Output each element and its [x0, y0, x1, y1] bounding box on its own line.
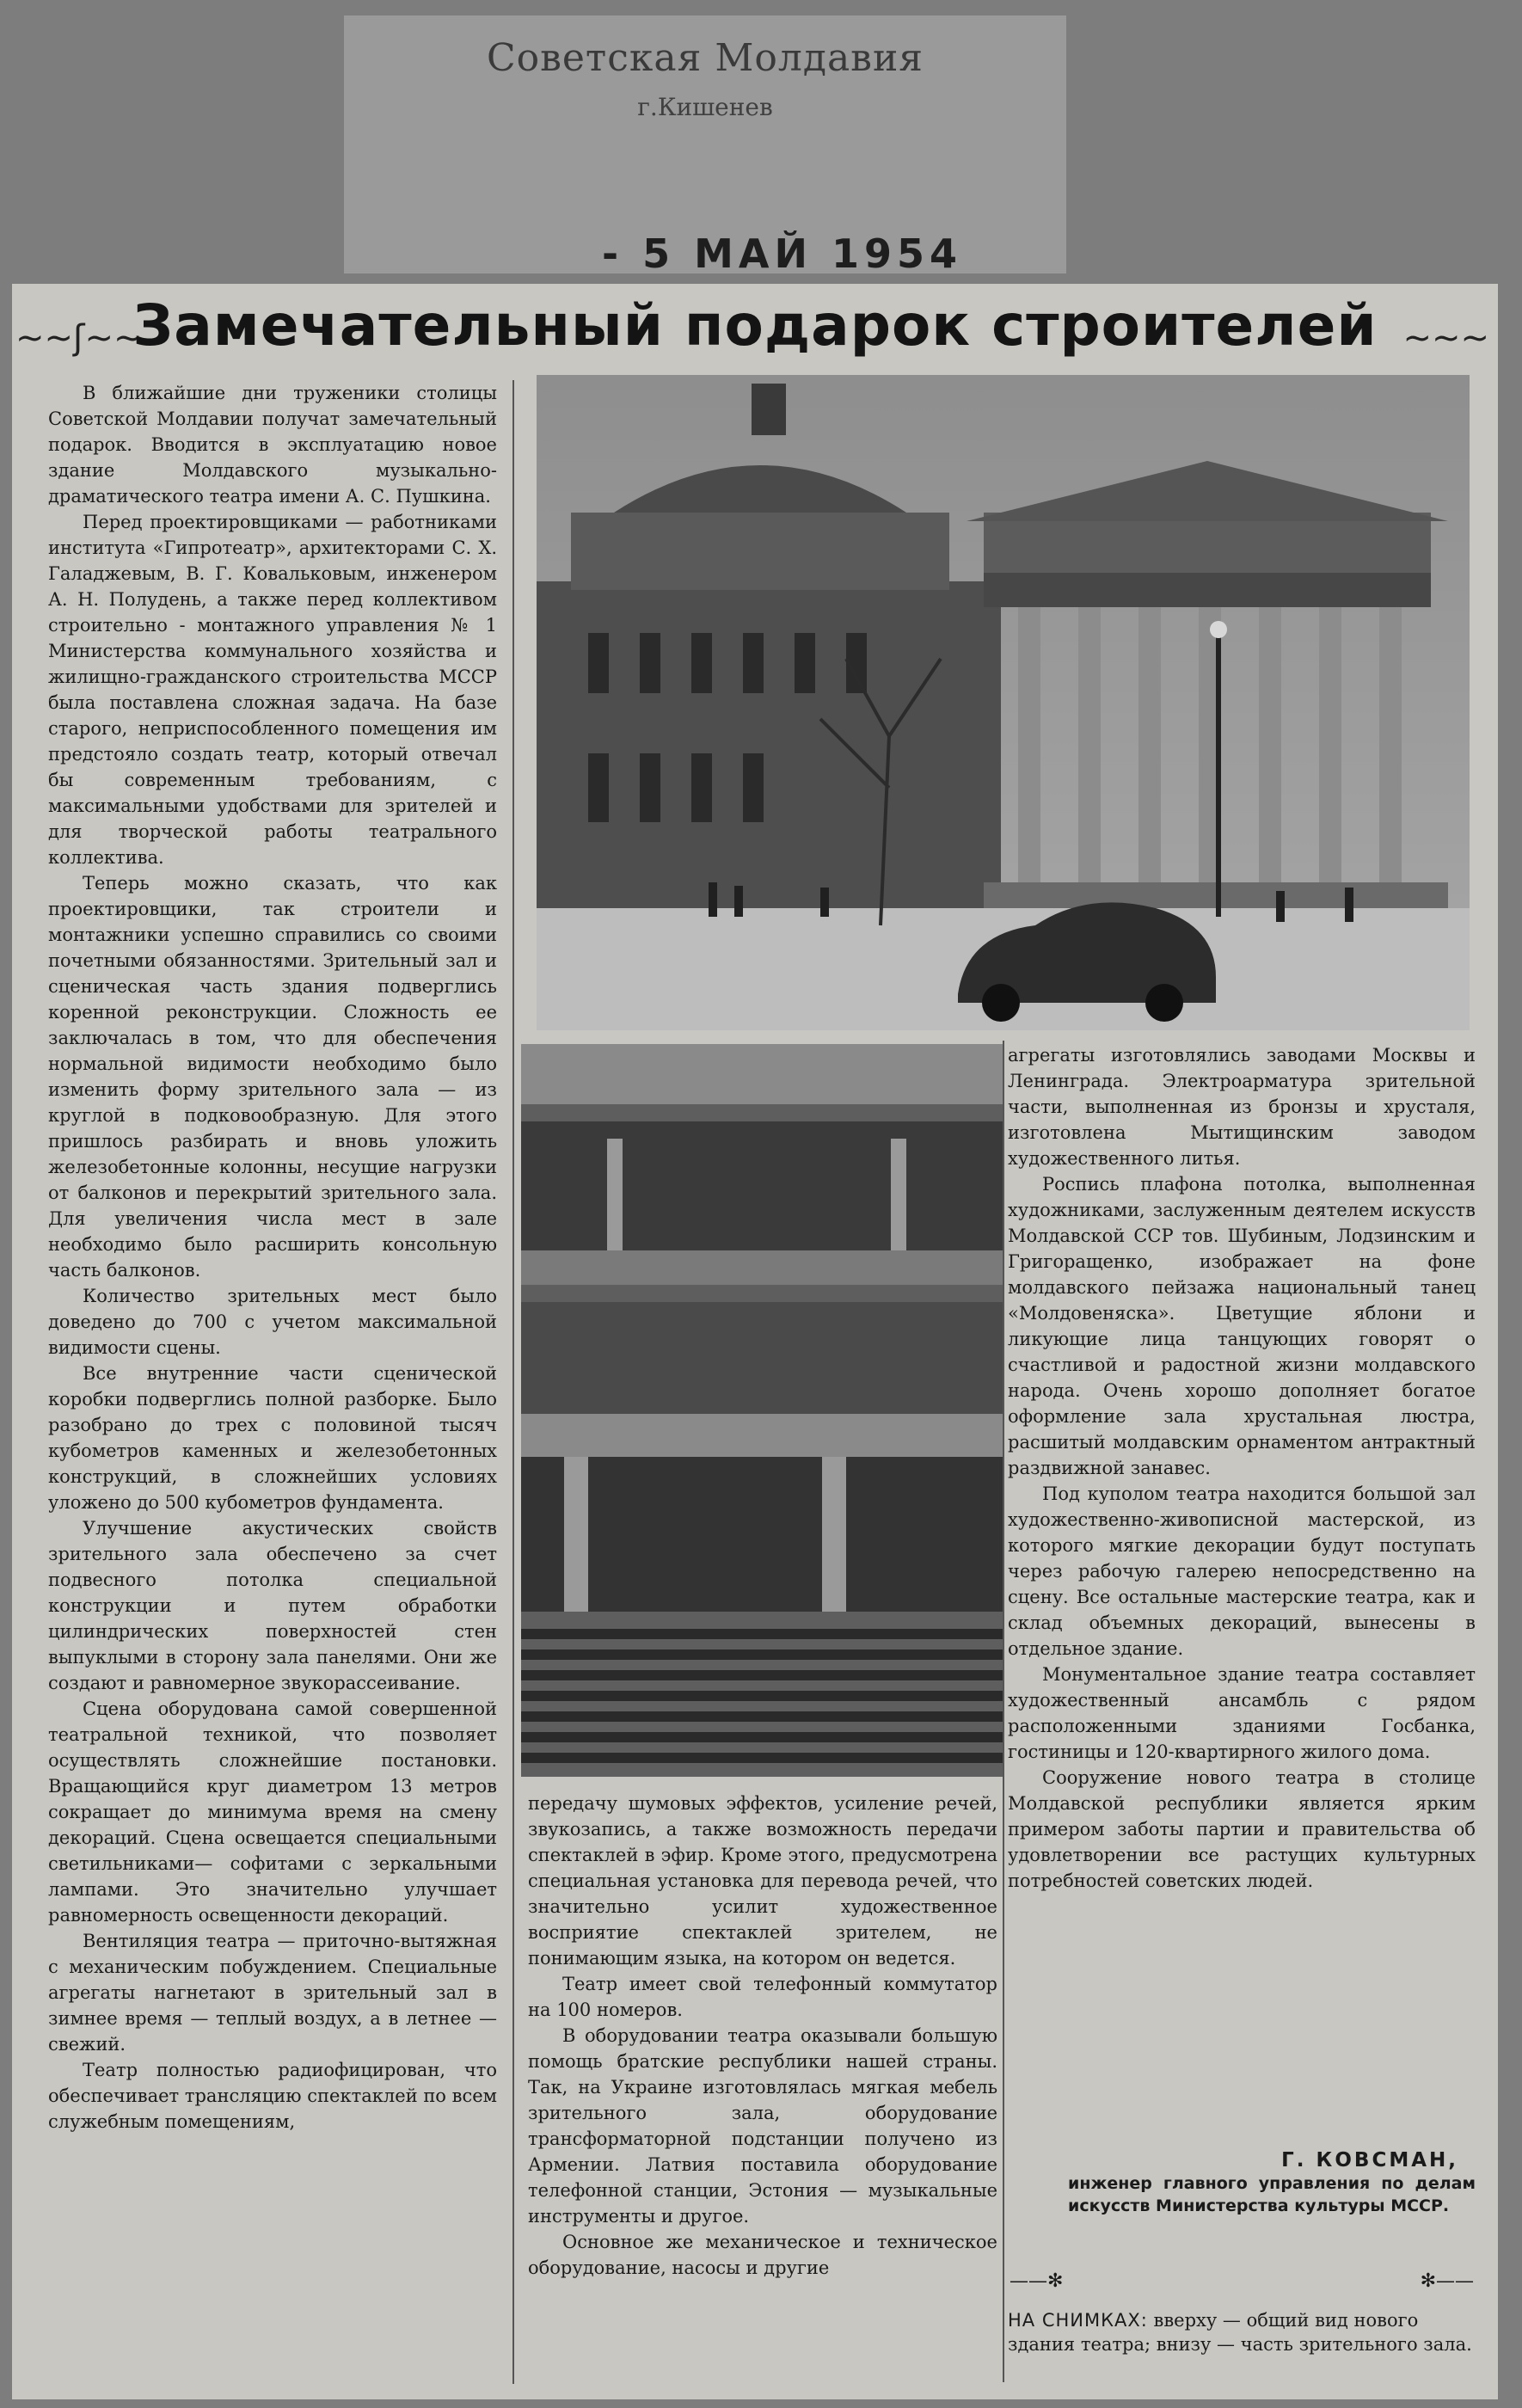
article-headline: Замечательный подарок строителей: [132, 292, 1378, 359]
newspaper-clipping: [12, 284, 1498, 2399]
paragraph: Улучшение акустических свойств зрительного зала обеспечено за счет подвесного потолка специальной конструкции и путем обработки цилиндрических поверхностей стен выпуклыми в сторону зала панелями. Они же создают и равномерное звукорассеивание.: [48, 1518, 497, 1693]
paragraph: Сцена оборудована самой совершенной театральной техникой, что позволяет осуществлять сложнейшие постановки. Вращающийся круг диаметром 13 метров сокращает до минимума время на смену декораций. Сцена освещается специальными светильниками— софитами с зеркальными лампами. Это значительно улучшает равномерность освещенности декораций.: [48, 1698, 497, 1926]
theatre-exterior-illustration: [537, 375, 1470, 1030]
caption-text: вверху — общий вид нового здания театра; внизу — часть зрительного зала.: [1008, 2310, 1472, 2355]
text-column-3: [1008, 1042, 1476, 1894]
auditorium-illustration: [521, 1044, 1003, 1777]
theatre-exterior-photo: [537, 375, 1470, 1030]
photo-caption: [1008, 2308, 1476, 2356]
paragraph: Театр имеет свой телефонный коммутатор на 100 номеров.: [528, 1974, 997, 2020]
author-title: инженер главного управления по делам искусств Министерства культуры МССР.: [1068, 2174, 1476, 2215]
paragraph: Роспись плафона потолка, выполненная художниками, заслуженным деятелем искусств Молдавской ССР тов. Шубиным, Лодзинским и Григоращенко, изображает на фоне молдавского пейзажа национальный танец «Молдовеняска». Цветущие яблони и ликующие лица танцующих говорят о счастливой и радостной жизни молдавского народа. Очень хорошо дополняет богатое оформление зала хрустальная люстра, расшитый молдавским орнаментом антрактный раздвижной занавес.: [1008, 1174, 1476, 1478]
author-signature: [1008, 2148, 1476, 2217]
author-name: Г. КОВСМАН,: [1281, 2149, 1458, 2172]
paragraph: Вентиляция театра — приточно-вытяжная с механическим побуждением. Специальные агрегаты нагнетают в зрительный зал в зимнее время — теплый воздух, а в летнее — свежий.: [48, 1931, 497, 2055]
paragraph: Все внутренние части сценической коробки подверглись полной разборке. Было разобрано до трех с половиной тысяч кубометров каменных и железобетонных конструкций, в сложнейших условиях уложено до 500 кубометров фундамента.: [48, 1363, 497, 1513]
paragraph: Театр полностью радиофицирован, что обеспечивает трансляцию спектаклей по всем служебным помещениям,: [48, 2060, 497, 2132]
paragraph: Количество зрительных мест было доведено до 700 с учетом максимальной видимости сцены.: [48, 1286, 497, 1358]
auditorium-photo: [521, 1044, 1003, 1777]
paragraph: В оборудовании театра оказывали большую помощь братские республики нашей страны. Так, на Украине изготовлялась мягкая мебель зрительного зала, оборудование трансформаторной подстанции получено из Армении. Латвия поставила оборудование телефонной станции, Эстония — музыкальные инструменты и другое.: [528, 2025, 997, 2227]
newspaper-stamp: [344, 15, 1066, 277]
newspaper-title: Советская Молдавия: [486, 36, 924, 80]
date-stamp: - 5 МАЙ 1954: [602, 230, 963, 277]
star-left: ——✻: [1010, 2270, 1064, 2292]
newspaper-city: г.Кишенев: [637, 93, 773, 121]
caption-head: НА СНИМКАХ:: [1008, 2310, 1148, 2331]
paragraph: агрегаты изготовлялись заводами Москвы и Ленинграда. Электроарматура зрительной части, выполненная из бронзы и хрусталя, изготовлена Мытищинским заводом художественного литья.: [1008, 1045, 1476, 1169]
ornament-right: ~~~: [1402, 318, 1489, 358]
paragraph: Монументальное здание театра составляет художественный ансамбль с рядом расположенными зданиями Госбанка, гостиницы и 120-квартирного жилого дома.: [1008, 1664, 1476, 1762]
text-column-2: [528, 1791, 997, 2281]
separator-stars: [1010, 2270, 1474, 2292]
ornament-left: ~~ʃ~~: [15, 318, 143, 358]
paragraph: В ближайшие дни труженики столицы Советской Молдавии получат замечательный подарок. Вводится в эксплуатацию новое здание Молдавского музыкально-драматического театра имени А. С. Пушкина.: [48, 383, 497, 507]
paragraph: Перед проектировщиками — работниками института «Гипротеатр», архитекторами С. Х. Галаджевым, В. Г. Ковальковым, инженером А. Н. Полудень, а также перед коллективом строительно - монтажного управления № 1 Министерства коммунального хозяйства и жилищно-гражданского строительства МССР была поставлена сложная задача. На базе старого, неприспособленного помещения им предстояло создать театр, который отвечал бы современным требованиям, с максимальными удобствами для зрителей и для творческой работы театрального коллектива.: [48, 512, 497, 868]
text-column-1: [48, 380, 497, 2135]
column-rule: [1003, 1041, 1004, 2382]
paragraph: Основное же механическое и техническое оборудование, насосы и другие: [528, 2232, 997, 2278]
paragraph: Сооружение нового театра в столице Молдавской республики является ярким примером заботы партии и правительства об удовлетворении все растущих культурных потребностей советских людей.: [1008, 1767, 1476, 1891]
paragraph: передачу шумовых эффектов, усиление речей, звукозапись, а также возможность передачи спектаклей в эфир. Кроме этого, предусмотрена специальная установка для перевода речей, что значительно усилит художественное восприятие спектаклей зрителем, не понимающим языка, на котором он ведется.: [528, 1793, 997, 1969]
star-right: ✻——: [1420, 2270, 1474, 2292]
paragraph: Под куполом театра находится большой зал художественно-живописной мастерской, из которого мягкие декорации будут поступать через рабочую галерею непосредственно на сцену. Все остальные мастерские театра, как и склад объемных декораций, вынесены в отдельное здание.: [1008, 1484, 1476, 1659]
paragraph: Теперь можно сказать, что как проектировщики, так строители и монтажники успешно справились со своими почетными обязанностями. Зрительный зал и сценическая часть здания подверглись коренной реконструкции. Сложность ее заключалась в том, что для обеспечения нормальной видимости необходимо было изменить форму зрительного зала — из круглой в подковообразную. Для этого пришлось разбирать и вновь уложить железобетонные колонны, несущие нагрузки от балконов и перекрытий зрительного зала. Для увеличения числа мест в зале необходимо было расширить консольную часть балконов.: [48, 873, 497, 1281]
column-rule: [512, 380, 514, 2384]
